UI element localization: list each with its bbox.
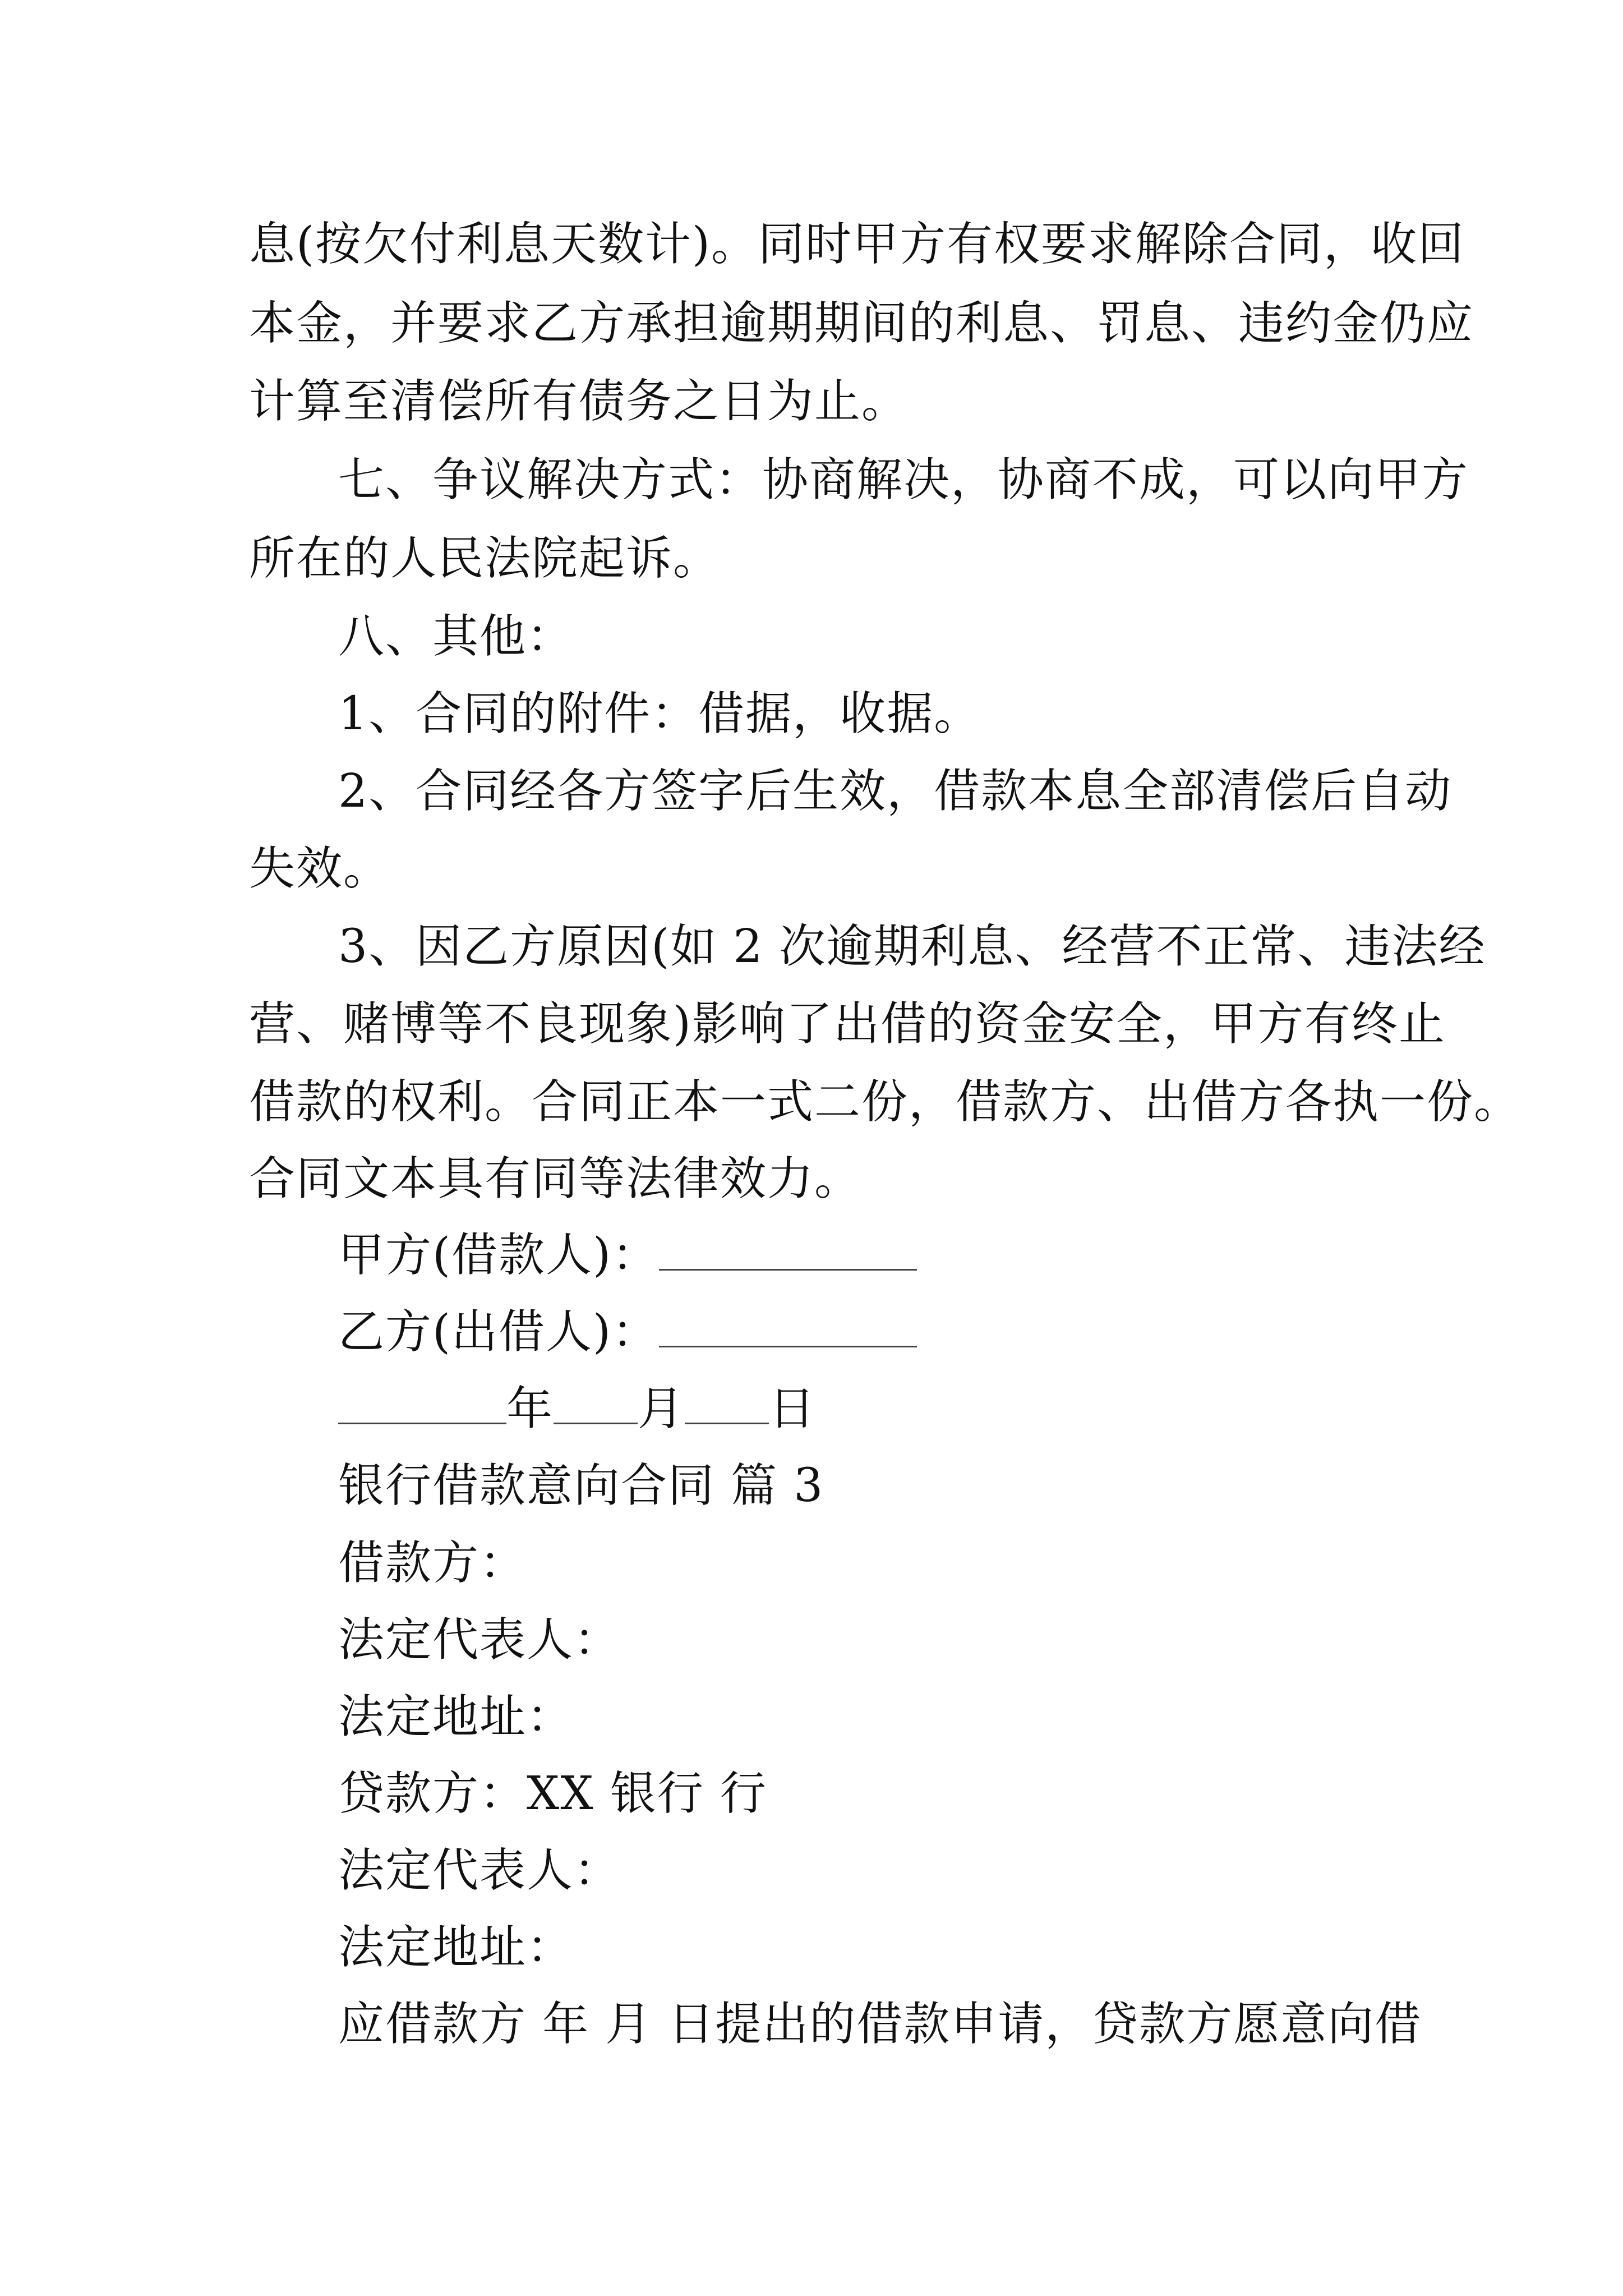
paragraph-line: 七、争议解决方式：协商解决，协商不成，可以向甲方 [338, 453, 1469, 507]
month-blank [554, 1389, 638, 1424]
party-b-label: 乙方(出借人)： [338, 1305, 659, 1359]
party-a-label: 甲方(借款人)： [338, 1228, 659, 1282]
borrower-label: 借款方： [338, 1536, 527, 1590]
section-title: 银行借款意向合同 篇 3 [338, 1459, 824, 1512]
paragraph-line: 失效。 [249, 842, 391, 895]
lender-label: 贷款方：XX 银行 行 [338, 1767, 767, 1820]
year-label: 年 [506, 1382, 554, 1435]
paragraph-line: 借款的权利。合同正本一式二份，借款方、出借方各执一份。 [249, 1075, 1521, 1129]
party-b-blank [659, 1312, 917, 1347]
borrower-representative-label: 法定代表人： [338, 1613, 621, 1667]
day-label: 日 [769, 1382, 817, 1435]
date-line [338, 1381, 816, 1437]
borrower-address-label: 法定地址： [338, 1690, 574, 1743]
party-a-blank [659, 1235, 917, 1271]
month-label: 月 [638, 1382, 685, 1435]
paragraph-line: 息(按欠付利息天数计)。同时甲方有权要求解除合同，收回 [249, 218, 1465, 271]
day-blank [685, 1389, 769, 1424]
paragraph-line: 所在的人民法院起诉。 [249, 532, 721, 585]
lender-representative-label: 法定代表人： [338, 1844, 621, 1897]
lender-address-label: 法定地址： [338, 1921, 574, 1974]
list-item: 3、因乙方原因(如 2 次逾期利息、经营不正常、违法经 [338, 920, 1486, 973]
paragraph-line: 合同文本具有同等法律效力。 [249, 1152, 862, 1205]
paragraph-line: 本金，并要求乙方承担逾期期间的利息、罚息、违约金仍应 [249, 297, 1474, 350]
year-blank [338, 1389, 506, 1424]
list-item: 2、合同经各方签字后生效，借款本息全部清偿后自动 [338, 765, 1453, 818]
section-heading: 八、其他： [338, 610, 574, 663]
paragraph-line: 应借款方 年 月 日提出的借款申请，贷款方愿意向借 [338, 1998, 1422, 2051]
paragraph-line: 计算至清偿所有债务之日为止。 [249, 375, 909, 428]
party-a-signature-line [338, 1227, 917, 1283]
list-item: 1、合同的附件：借据，收据。 [338, 687, 981, 740]
party-b-signature-line [338, 1304, 917, 1360]
paragraph-line: 营、赌博等不良现象)影响了出借的资金安全，甲方有终止 [249, 997, 1446, 1051]
